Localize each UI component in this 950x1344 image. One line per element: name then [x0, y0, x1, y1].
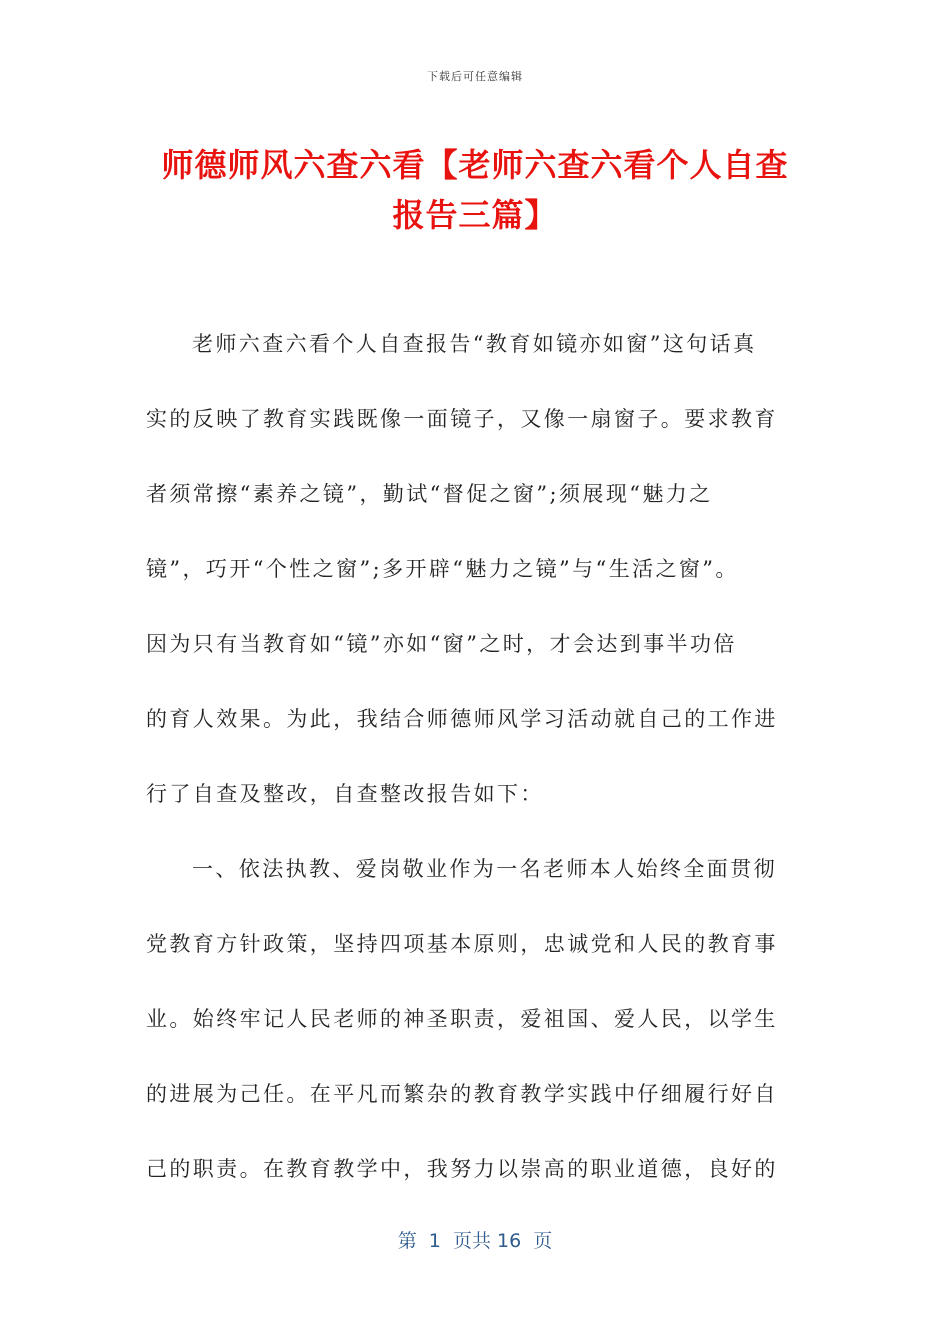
body-line: 老师六查六看个人自查报告“教育如镜亦如窗”这句话真 — [192, 332, 757, 356]
page-footer: 第 1 页共 16 页 — [397, 1230, 553, 1252]
body-line: 党教育方针政策，坚持四项基本原则，忠诚党和人民的教育事 — [146, 932, 778, 956]
body-line: 行了自查及整改，自查整改报告如下： — [146, 782, 544, 806]
body-line: 的育人效果。为此，我结合师德师风学习活动就自己的工作进 — [146, 707, 778, 731]
body-line: 者须常擦“素养之镜”，勤试“督促之窗”;须展现“魅力之 — [146, 482, 713, 506]
body-line: 业。始终牢记人民老师的神圣职责，爱祖国、爱人民，以学生 — [146, 1007, 778, 1031]
body-line: 一、依法执教、爱岗敬业作为一名老师本人始终全面贯彻 — [192, 857, 777, 881]
body-line: 的进展为己任。在平凡而繁杂的教育教学实践中仔细履行好自 — [146, 1082, 778, 1106]
body-line: 实的反映了教育实践既像一面镜子，又像一扇窗子。要求教育 — [146, 407, 778, 431]
header-note: 下载后可任意编辑 — [427, 70, 523, 83]
body-line: 镜”，巧开“个性之窗”;多开辟“魅力之镜”与“生活之窗”。 — [146, 557, 739, 581]
title-line-2: 报告三篇】 — [392, 196, 558, 234]
title-line-1: 师德师风六查六看【老师六查六看个人自查 — [161, 146, 789, 184]
body-line: 己的职责。在教育教学中，我努力以崇高的职业道德，良好的 — [146, 1157, 778, 1181]
body-line: 因为只有当教育如“镜”亦如“窗”之时，才会达到事半功倍 — [146, 632, 737, 656]
document-title — [80, 140, 870, 240]
